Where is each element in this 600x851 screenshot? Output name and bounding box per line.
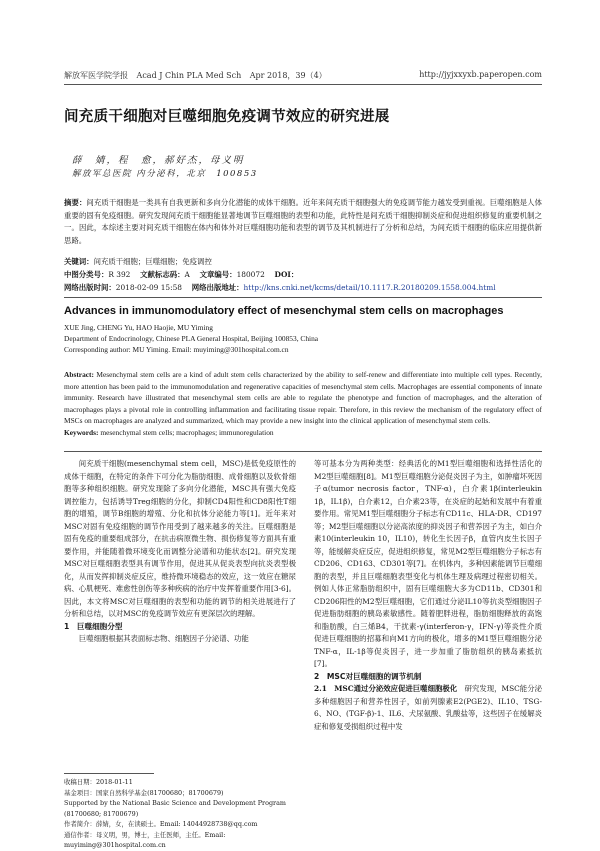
- clc-label: 中图分类号：: [64, 270, 109, 279]
- body-paragraph: 巨噬细胞根据其表面标志物、细胞因子分泌谱、功能: [78, 634, 249, 643]
- keywords-cn-text: 间充质干细胞；巨噬细胞；免疫调控: [93, 257, 212, 266]
- doi-label: DOI：: [274, 270, 299, 279]
- article-no-value: 180072: [236, 270, 265, 279]
- clc-value: R 392: [108, 270, 131, 279]
- corresponding-en: Corresponding author: MU Yiming. Email: muyiming@301hospital.com.cn: [64, 345, 289, 354]
- footnote-fund: 基金项目：国家自然科学基金(81700680；81700679): [64, 788, 224, 797]
- body-paragraph: [314, 683, 542, 733]
- keywords-cn-label: 关键词：: [64, 257, 94, 266]
- body-column-right: [314, 458, 542, 733]
- body-divider: [64, 451, 542, 452]
- keywords-en-label: Keywords:: [64, 427, 99, 437]
- publish-addr-label: 网络出版地址：: [191, 283, 244, 292]
- section-heading: 1 巨噬细胞分型: [64, 621, 123, 631]
- journal-name-cn: 解放军医学院学报: [64, 71, 128, 80]
- journal-name-en: Acad J Chin PLA Med Sch: [136, 71, 242, 80]
- abstract-cn: [64, 197, 542, 247]
- journal-url[interactable]: http://jyjxxyxb.paperopen.com: [419, 70, 542, 79]
- body-paragraph: 等可基本分为两种类型：经典活化的M1型巨噬细胞和选择性活化的M2型巨噬细胞[8]。M1型巨噬细胞分泌促炎因子为主，如肿瘤坏死因子α(tumor necrosis factor，TNF-α)，白介素1β(interleukin 1β，IL1β)，白介素12，白介素23等，在炎症的起始和发展中有着重要作用。常见M1型巨噬细胞分子标志有CD11c、HLA-DR、CD197等；M2型巨噬细胞以分泌高浓度的抑炎因子和营养因子为主，如白介素10(interleukin 10，IL10)，转化生长因子β，血管内皮生长因子等，能缓解炎症反应，促进组织修复，常见M2型巨噬细胞分子标志有CD206、CD163、CD301等[7]。在机体内，多种因素能调节巨噬细胞的表型，并且巨噬细胞表型变化与机体生理及病理过程密切相关。例如人体正常脂肪组织中，固有巨噬细胞大多为CD11b、CD301和CD206阳性的M2型巨噬细胞，它们通过分泌IL10等抗炎型细胞因子促进脂肪细胞的胰岛素敏感性。随着肥胖进程，脂肪细胞释放的高饱和脂肪酸，白三烯B4，干扰素-γ(interferon-γ，IFN-γ)等炎性介质促进巨噬细胞的招募和向M1方向的极化，增多的M1型巨噬细胞分泌TNF-α，IL-1β等促炎因子，进一步加重了脂肪组织的胰岛素抵抗[7]。: [314, 459, 542, 668]
- publish-line: [64, 282, 542, 293]
- keywords-en-text: mesenchymal stem cells; macrophages; immunoregulation: [100, 427, 274, 437]
- article-title: 间充质干细胞对巨噬细胞免疫调节效应的研究进展: [64, 109, 390, 125]
- header-divider: [64, 84, 542, 85]
- keywords-cn: [64, 256, 542, 267]
- abstract-cn-text: 间充质干细胞是一类具有自我更新和多向分化潜能的成体干细胞。近年来间充质干细胞强大的免疫调节能力越发受到重视。巨噬细胞是人体重要的固有免疫细胞。研究发现间充质干细胞能显著地调节巨噬细胞的表型和功能，此特性是间充质干细胞抑制炎症和促进组织修复的重要机制之一。因此，本综述主要对间充质干细胞在体内和体外对巨噬细胞功能和表型的调节及其机制进行了分析和总结，为间充质干细胞的临床应用提供新思路。: [64, 198, 542, 245]
- publish-time-label: 网络出版时间：: [64, 283, 116, 292]
- doc-code-label: 文献标志码：: [140, 270, 185, 279]
- affiliation-cn: 解放军总医院 内分泌科，北京 100853: [72, 169, 258, 179]
- body-paragraph-text: 研究发现，MSC能分泌多种细胞因子和营养性因子，如前列腺素E2(PGE2)、IL10、TSG-6、NO、(TGF-β)-1、IL6、犬尿氨酸、乳酸盐等，这些因子在缓解炎症和修复受损组织过程中发: [314, 684, 542, 731]
- journal-info: [64, 70, 333, 81]
- abstract-en-text: Mesenchymal stem cells are a kind of adult stem cells characterized by the ability to self-renew and differentiate into multiple cell types. Recently, more attention has been paid to the immunomodulation and regenerative capacities of mesenchymal stem cells. Macrophages are essential components of innate immunity. Research have illustrated that mesenchymal stem cells are able to regulate the phenotype and function of macrophages, and the alteration of macrophages plays a pivotal role in controlling inflammation and facilitating tissue repair. Therefore, in this review the mechanism of the regulatory effect of MSCs on macrophages are analyzed and summarized, which may provide a new insight into the clinical application of mesenchymal stem cells.: [64, 370, 542, 425]
- footnote-received: 收稿日期：2018-01-11: [64, 778, 133, 786]
- publish-addr-link[interactable]: http://kns.cnki.net/kcms/detail/10.1117.R.20180209.1558.004.html: [243, 283, 496, 292]
- journal-issue: Apr 2018，39（4）: [249, 71, 327, 80]
- footnote-corresponding: 通信作者：母义明，男，博士，主任医师，主任。Email: muyiming@301hospital.com.cn: [64, 830, 226, 849]
- authors-cn: 薛 婧，程 愈，郝好杰，母义明: [72, 155, 245, 166]
- doc-code-value: A: [184, 270, 190, 279]
- footnote-divider: [64, 773, 154, 774]
- subsection-heading: 2.1 MSC通过分泌效应促进巨噬细胞极化: [314, 684, 458, 693]
- footnote-author: 作者简介：薛婧，女，在读硕士。Email: 14044928738@qq.com: [64, 820, 258, 828]
- running-header: [64, 70, 542, 81]
- department-en: Department of Endocrinology, Chinese PLA General Hospital, Beijing 100853, China: [64, 334, 319, 343]
- abstract-cn-label: 摘要：: [64, 198, 87, 207]
- section-heading: 2 MSC对巨噬细胞的调节机制: [314, 671, 422, 681]
- footnote-fund-en: Supported by the National Basic Science and Development Program (81700680; 81700679): [64, 799, 286, 818]
- publish-time-value: 2018-02-09 15:58: [115, 283, 183, 292]
- article-no-label: 文章编号：: [199, 270, 237, 279]
- abstract-en-label: Abstract:: [64, 370, 94, 379]
- article-title-en: Advances in immunomodulatory effect of mesenchymal stem cells on macrophages: [64, 305, 504, 317]
- footnotes: [64, 777, 296, 851]
- classification-line: [64, 269, 542, 280]
- body-column-left: [64, 458, 296, 646]
- abstract-en: [64, 369, 542, 438]
- body-paragraph: 间充质干细胞(mesenchymal stem cell，MSC)是低免疫原性的成体干细胞，在特定的条件下可分化为脂肪细胞、成骨细胞以及软骨细胞等多种组织细胞。研究发现除了多向分化潜能，MSC具有强大免疫调控能力，包括诱导Treg细胞的分化，抑制CD4阳性和CD8阳性T细胞的增殖，调节B细胞的增殖、分化和抗体分泌能力等[1]。近年来对MSC对固有免疫细胞的调节作用受到了越来越多的关注。巨噬细胞是固有免疫的重要组成部分，在抗击病原微生物、损伤修复等方面具有重要作用，并能随着微环境变化而调整分泌谱和功能状态[2]。研究发现MSC对巨噬细胞表型具有调节作用，促进其从促炎表型向抗炎表型极化，从而发挥抑制炎症反应，维持微环境稳态的效应，这一效应在糖尿病、心肌梗死、难愈性创伤等多种疾病的治疗中发挥着重要作用[3-6]。因此，本文将MSC对巨噬细胞的表型和功能的调节的相关进展进行了分析和总结，以对MSC的免疫调节效应有更深层次的理解。: [64, 459, 296, 618]
- authors-en: XUE Jing, CHENG Yu, HAO Haojie, MU Yiming: [64, 323, 213, 332]
- abstract-divider: [64, 297, 542, 298]
